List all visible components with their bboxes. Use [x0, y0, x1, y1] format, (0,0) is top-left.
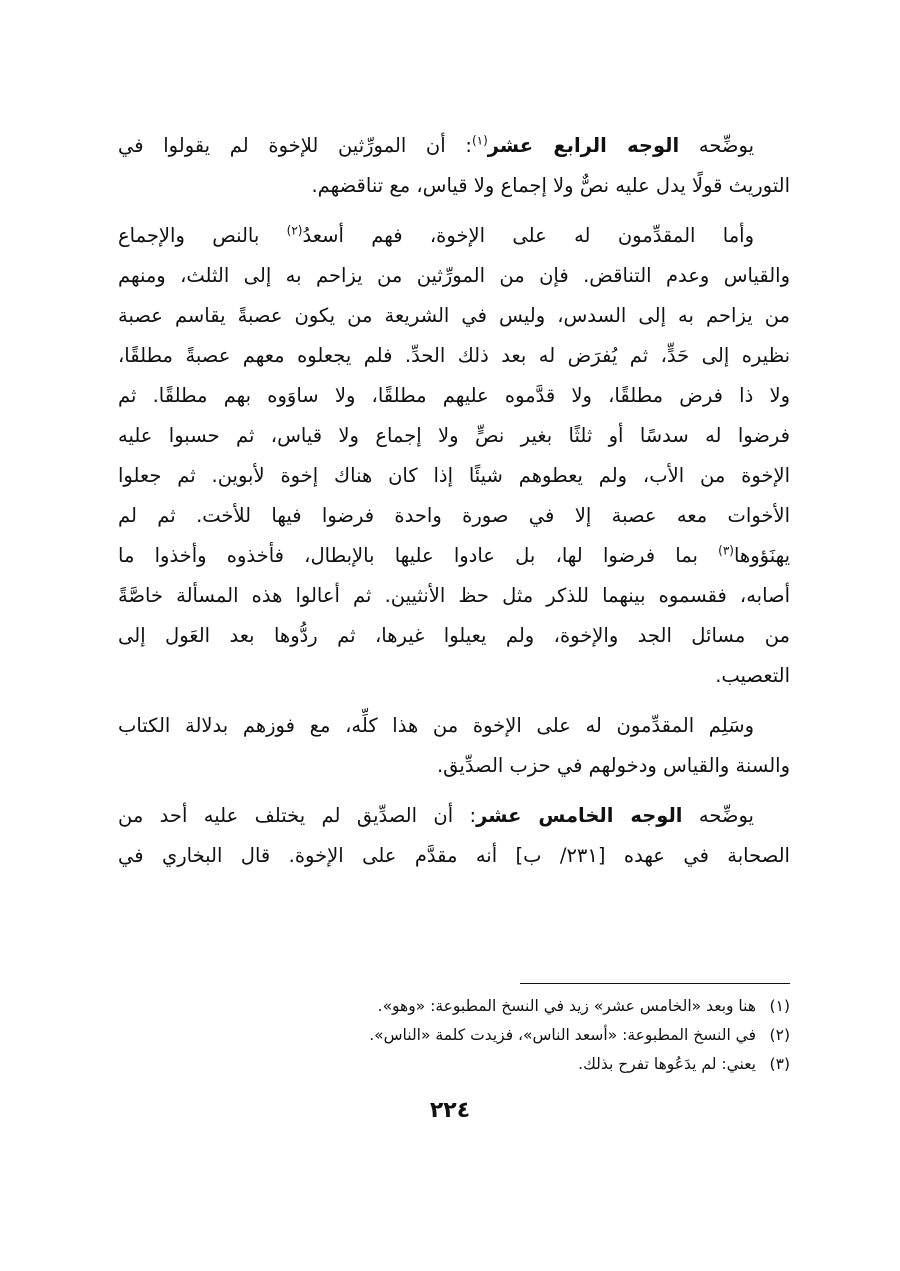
text-line — [118, 656, 790, 696]
text-segment: والقياس وعدم التناقض. فإن من المورِّثين من يزاحم به إلى الثلث، ومنهم — [118, 264, 790, 287]
text-segment: بما فرضوا لها، بل عادوا عليها بالإبطال، فأخذوه وأخذوا ما — [118, 544, 719, 567]
text-segment: والسنة والقياس ودخولهم في حزب الصدِّيق. — [436, 754, 790, 777]
footnote-number: (٢) — [769, 1026, 790, 1044]
text-line — [118, 166, 790, 206]
text-segment: الصحابة في عهده [٢٣١/ ب] أنه مقدَّم على الإخوة. قال البخاري في — [118, 844, 790, 867]
text-line — [118, 336, 790, 376]
footnote-marker: (١) — [471, 133, 488, 148]
text-segment: أصابه، فقسموه بينهما للذكر مثل حظ الأنثيين. ثم أعالوا هذه المسألة خاصَّةً — [118, 584, 790, 607]
text-segment: التوريث قولًا يدل عليه نصٌّ ولا إجماع ولا قياس، مع تناقضهم. — [311, 174, 790, 197]
text-segment: نظيره إلى حَدٍّ، ثم يُفرَض له بعد ذلك الحدِّ. فلم يجعلوه معهم عصبةً مطلقًا، — [118, 344, 790, 367]
text-segment: : أن المورِّثين للإخوة لم يقولوا في — [118, 134, 472, 157]
footnote-number: (١) — [769, 997, 790, 1015]
text-segment: ولا ذا فرض مطلقًا، ولا قدَّموه عليهم مطلقًا، ولا ساوَوه بهم مطلقًا. ثم — [118, 384, 790, 407]
text-line — [118, 456, 790, 496]
text-segment: التعصيب. — [715, 664, 790, 687]
text-segment: الإخوة من الأب، ولم يعطوهم شيئًا إذا كان هناك إخوة لأبوين. ثم جعلوا — [118, 464, 790, 487]
text-line — [118, 376, 790, 416]
footnote-marker: (٣) — [718, 543, 734, 558]
footnote — [118, 1021, 790, 1050]
text-line — [118, 216, 790, 256]
text-line — [118, 616, 790, 656]
text-segment: يوضِّحه — [682, 804, 754, 827]
text-line — [118, 126, 790, 166]
text-line — [118, 576, 790, 616]
footnote-text: هنا وبعد «الخامس عشر» زيد في النسخ المطبوعة: «وهو». — [377, 997, 756, 1015]
footnote-text: يعني: لم يدَعُوها تفرح بذلك. — [578, 1055, 756, 1073]
footnote-text: في النسخ المطبوعة: «أسعد الناس»، فزيدت كلمة «الناس». — [369, 1026, 756, 1044]
text-segment: يوضِّحه — [679, 134, 754, 157]
text-line — [118, 296, 790, 336]
footnote — [118, 992, 790, 1021]
text-line — [118, 746, 790, 786]
page-number: ٢٢٤ — [429, 1098, 471, 1123]
text-segment: : أن الصدِّيق لم يختلف عليه أحد من — [118, 804, 477, 827]
section-heading: الوجه الرابع عشر — [487, 134, 680, 157]
text-segment: وسَلِم المقدِّمون له على الإخوة من هذا كلِّه، مع فوزهم بدلالة الكتاب — [118, 714, 754, 737]
footnotes — [118, 992, 790, 1079]
text-line — [118, 836, 790, 876]
main-text — [118, 126, 790, 876]
text-segment: من يزاحم به إلى السدس، وليس في الشريعة من يكون عصبةً يقاسم عصبة — [118, 304, 790, 327]
footnote — [118, 1050, 790, 1079]
text-segment: الأخوات معه عصبة إلا في صورة واحدة فرضوا فيها للأخت. ثم لم — [118, 504, 790, 527]
text-segment: فرضوا له سدسًا أو ثلثًا بغير نصٍّ ولا إجماع ولا قياس، ثم حسبوا عليه — [118, 424, 790, 447]
footnote-divider — [520, 983, 790, 984]
section-heading: الوجه الخامس عشر — [476, 804, 683, 827]
text-line — [118, 796, 790, 836]
text-segment: يهنَؤوها — [733, 544, 790, 567]
text-segment: وأما المقدِّمون له على الإخوة، فهم أسعدُ — [302, 224, 754, 247]
text-segment: بالنص والإجماع — [118, 224, 287, 247]
text-line — [118, 496, 790, 536]
text-line — [118, 256, 790, 296]
footnote-number: (٣) — [769, 1055, 790, 1073]
text-line — [118, 706, 790, 746]
text-line — [118, 416, 790, 456]
text-segment: من مسائل الجد والإخوة، ولم يعيلوا غيرها، ثم ردُّوها بعد العَول إلى — [118, 624, 790, 647]
text-line — [118, 536, 790, 576]
footnote-marker: (٢) — [286, 223, 303, 238]
